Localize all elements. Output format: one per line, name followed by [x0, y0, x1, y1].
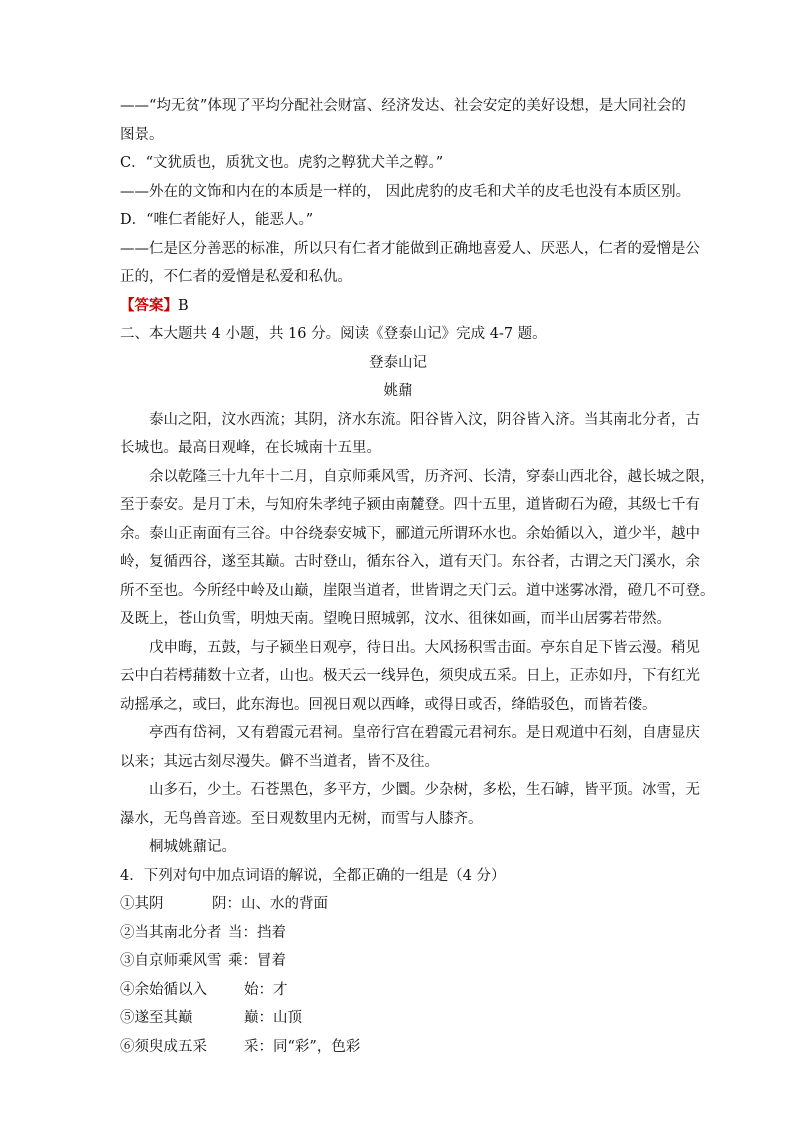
- option-d: D．“唯仁者能好人，能恶人。”: [120, 212, 314, 228]
- option-gloss: 巅：山顶: [244, 1010, 302, 1026]
- essay-title: 登泰山记: [369, 354, 427, 371]
- option-gloss: 乘：冒着: [228, 953, 286, 969]
- essay-line: 余。泰山正南面有三谷。中谷绕泰安城下，郦道元所谓环水也。余始循以入，道少半，越中: [120, 525, 700, 542]
- option-phrase: ⑤遂至其巅: [120, 1010, 193, 1026]
- option-gloss: 采：同“彩”，色彩: [244, 1038, 361, 1055]
- option-gloss: 阴：山、水的背面: [212, 896, 328, 912]
- page-content: [120, 92, 715, 1061]
- question-option: [120, 919, 676, 948]
- essay-line: 以来；其远古刻尽漫失。僻不当道者，皆不及往。: [120, 753, 439, 770]
- option-phrase: ①其阴: [120, 896, 164, 912]
- text-line: 正的，不仁者的爱憎是私爱和私仇。: [120, 269, 352, 285]
- essay-line: 云中白若樗蒱数十立者，山也。极天云一线异色，须臾成五采。日上，正赤如丹，下有红光: [120, 668, 700, 684]
- question-option: [120, 890, 676, 919]
- question-option: [120, 947, 676, 976]
- text-line: ——“均无贫”体现了平均分配社会财富、经济发达、社会安定的美好设想，是大同社会的: [120, 98, 686, 114]
- essay-line: 所不至也。今所经中岭及山巅，崖限当道者，世皆谓之天门云。道中迷雾冰滑，磴几不可登。: [120, 582, 715, 599]
- option-phrase: ⑥须臾成五采: [120, 1038, 207, 1055]
- essay-line: 至于泰安。是月丁未，与知府朱孝纯子颍由南麓登。四十五里，道皆砌石为磴，其级七千有: [120, 497, 700, 513]
- section-heading: 二、本大题共 4 小题，共 16 分。阅读《登泰山记》完成 4-7 题。: [120, 326, 547, 342]
- option-phrase: ③自京师乘风雪: [120, 953, 222, 969]
- option-gloss: 当：挡着: [228, 924, 286, 941]
- question-option: [120, 1004, 676, 1033]
- essay-line: 余以乾隆三十九年十二月，自京师乘风雪，历齐河、长清，穿泰山西北谷，越长城之限，: [149, 468, 715, 485]
- essay-line: 山多石，少土。石苍黑色，多平方，少圜。少杂树，多松，生石罅，皆平顶。冰雪，无: [149, 782, 700, 798]
- essay-author: 姚鼐: [383, 383, 413, 399]
- essay-line: 桐城姚鼐记。: [149, 839, 236, 855]
- essay-body: [120, 406, 715, 862]
- text-line: ——外在的文饰和内在的本质是一样的， 因此虎豹的皮毛和犬羊的皮毛也没有本质区别。: [120, 183, 691, 200]
- answer-line: [120, 292, 676, 321]
- essay-line: 亭西有岱祠，又有碧霞元君祠。皇帝行宫在碧霞元君祠东。是日观道中石刻，自唐显庆: [149, 725, 700, 741]
- essay-line: 瀑水，无鸟兽音迹。至日观数里内无树，而雪与人膝齐。: [120, 810, 483, 827]
- option-gloss: 始：才: [244, 981, 288, 998]
- essay-line: 及既上，苍山负雪，明烛天南。望晚日照城郭，汶水、徂徕如画，而半山居雾若带然。: [120, 611, 671, 627]
- text-line: ——仁是区分善恶的标准，所以只有仁者才能做到正确地喜爱人、厌恶人，仁者的爱憎是公: [120, 240, 700, 257]
- text-line: 图景。: [120, 126, 164, 143]
- essay-line: 岭，复循西谷，遂至其巅。古时登山，循东谷入，道有天门。东谷者，古谓之天门溪水，余: [120, 554, 700, 570]
- question-option: [120, 976, 676, 1005]
- option-phrase: ②当其南北分者: [120, 924, 222, 941]
- essay-line: 泰山之阳，汶水西流；其阴，济水东流。阳谷皆入汶，阴谷皆入济。当其南北分者，古: [149, 411, 700, 428]
- option-phrase: ④余始循以入: [120, 981, 207, 998]
- option-c: C．“文犹质也，质犹文也。虎豹之鞟犹犬羊之鞟。”: [120, 155, 444, 171]
- essay-line: 动摇承之，或曰，此东海也。回视日观以西峰，或得日或否，绛皓驳色，而皆若偻。: [120, 696, 657, 713]
- essay-line: 长城也。最高日观峰，在长城南十五里。: [120, 440, 381, 456]
- question-stem: 4．下列对句中加点词语的解说，全都正确的一组是（4 分）: [120, 867, 506, 884]
- question-option: [120, 1033, 676, 1062]
- answer-value: B: [178, 297, 189, 314]
- answer-tag: 【答案】: [120, 296, 178, 314]
- essay-line: 戊申晦，五鼓，与子颍坐日观亭，待日出。大风扬积雪击面。亭东自足下皆云漫。稍见: [149, 639, 700, 656]
